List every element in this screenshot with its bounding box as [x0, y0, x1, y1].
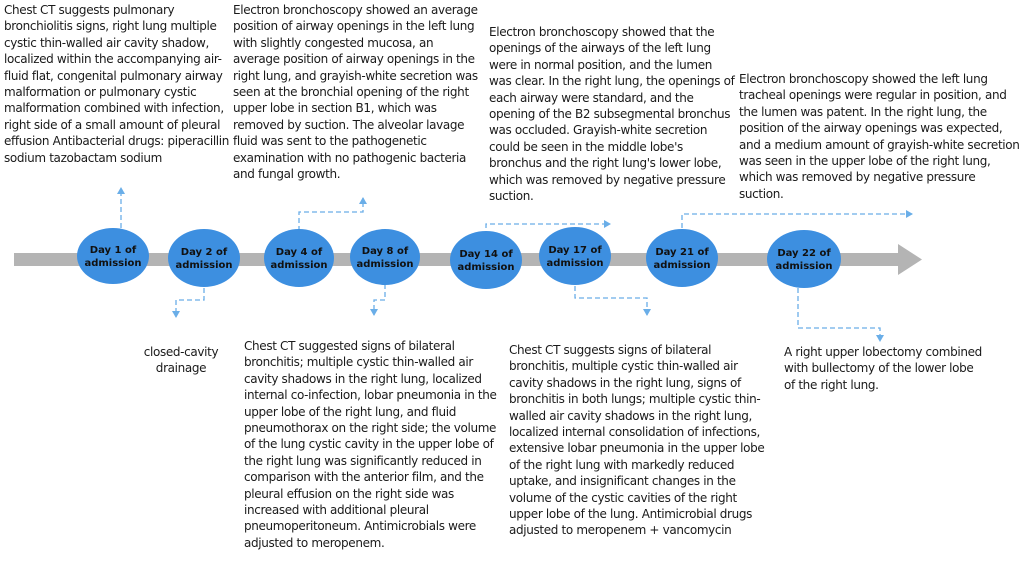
day-label: Day 2 of	[180, 247, 228, 258]
day-label: Day 4 of	[275, 247, 323, 258]
day-label: admission	[356, 259, 414, 270]
day-label: admission	[270, 260, 328, 271]
connector-day-8	[374, 284, 385, 315]
day-node	[77, 228, 149, 284]
day-node	[646, 229, 718, 287]
day-node	[767, 230, 841, 288]
day-node	[350, 229, 420, 285]
connector-day-4	[299, 198, 363, 231]
day-label: Day 21 of	[655, 247, 709, 258]
day-label: admission	[84, 258, 142, 269]
day-node	[168, 229, 240, 287]
day-label: Day 14 of	[459, 249, 513, 260]
day-label: Day 1 of	[89, 245, 137, 256]
day-node	[264, 229, 334, 287]
connector-day-17	[575, 286, 647, 315]
timeline-arrowhead	[898, 244, 922, 275]
day-label: Day 22 of	[777, 248, 831, 259]
day-label: admission	[653, 260, 711, 271]
day-node	[450, 231, 522, 289]
day-label: admission	[457, 262, 515, 273]
day-label: Day 17 of	[548, 245, 602, 256]
day-label: admission	[546, 258, 604, 269]
connector-day-22	[798, 288, 880, 341]
note-day-2: closed-cavity drainage	[143, 345, 219, 376]
note-day-8: Chest CT suggested signs of bilateral bronchitis; multiple cystic thin-walled air cavity shadows in the right lung, localized internal co-infection, lobar pneumonia in the upper lobe of the right lung, and fluid pneumothorax on the right side; the volume of the lung cystic cavity in the upper lobe of the right lung was significantly reduced in comparison with the anterior film, and the pleural effusion on the right side was increased with additional pleural pneumoperitoneum. Antimicrobials were adjusted to meropenem.	[244, 339, 497, 550]
note-day-17: Chest CT suggests signs of bilateral bronchitis, multiple cystic thin-walled air cavity shadows in the right lung, signs of bronchitis in both lungs; multiple cystic thin-walled air cavity shadows in the right lung, localized internal consolidation of infections, extensive lobar pneumonia in the upper lobe of the right lung with markedly reduced uptake, and insignificant changes in the volume of the cystic cavities of the right upper lobe of the lung. Antimicrobial drugs adjusted to meropenem + vancomycin	[509, 343, 765, 538]
day-label: admission	[175, 260, 233, 271]
note-day-1: Chest CT suggests pulmonary bronchiolitis signs, right lung multiple cystic thin-walled air cavity shadow, localized within the accompanying air-fluid flat, congenital pulmonary airway malformation or pulmonary cystic malformation combined with infection, right side of a small amount of pleural effusion Antibacterial drugs: piperacillin sodium tazobactam sodium	[4, 3, 230, 165]
note-day-21: Electron bronchoscopy showed the left lung tracheal openings were regular in position, and the lumen was patent. In the right lung, the position of the airway openings was expected, and a medium amount of grayish-white secretion was seen in the upper lobe of the right lung, which was removed by negative pressure suction.	[739, 72, 1020, 201]
note-day-14: Electron bronchoscopy showed that the openings of the airways of the left lung were in normal position, and the lumen was clear. In the right lung, the openings of each airway were standard, and the opening of the B2 subsegmental bronchus was occluded. Grayish-white secretion could be seen in the middle lobe's bronchus and the right lung's lower lobe, which was removed by negative pressure suction.	[489, 25, 735, 204]
day-node	[539, 227, 611, 285]
day-label: admission	[775, 261, 833, 272]
note-day-4: Electron bronchoscopy showed an average position of airway openings in the left lung with slightly congested mucosa, an average position of airway openings in the right lung, and grayish-white secretion was seen at the bronchial opening of the right upper lobe in section B1, which was removed by suction. The alveolar lavage fluid was sent to the pathogenetic examination with no pathogenic bacteria and fungal growth.	[233, 3, 478, 182]
note-day-22: A right upper lobectomy combined with bullectomy of the lower lobe of the right lung.	[784, 345, 982, 392]
day-label: Day 8 of	[361, 246, 409, 257]
connector-day-2	[176, 288, 204, 317]
